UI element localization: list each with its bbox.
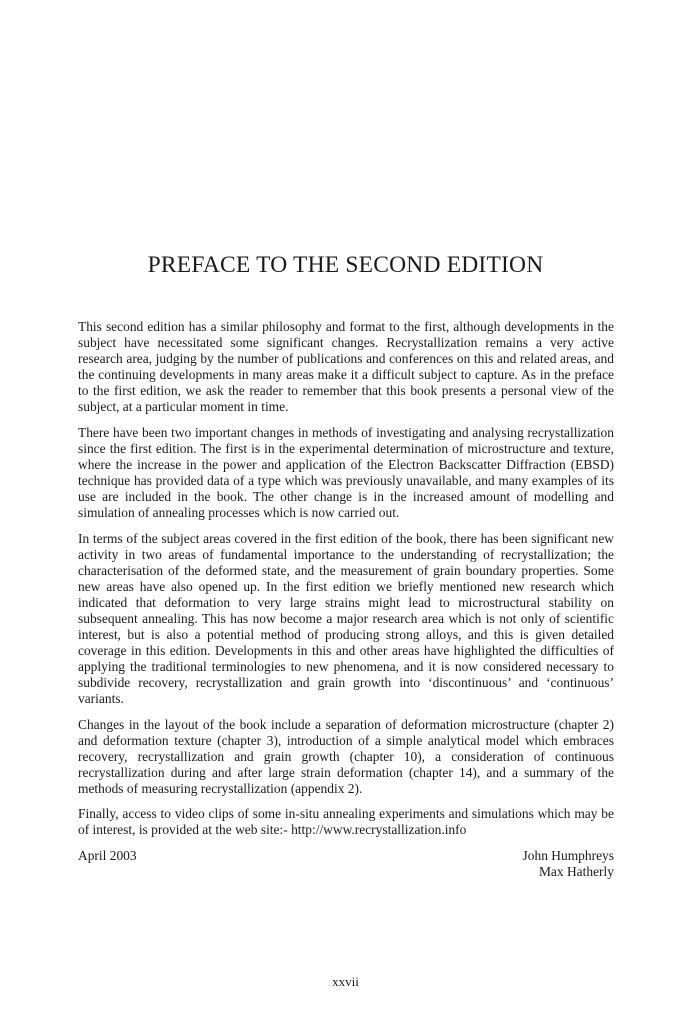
author-name: John Humphreys [522, 847, 614, 863]
preface-body [78, 319, 614, 880]
paragraph: This second edition has a similar philosophy and format to the first, although developments in the subject have necessitated some significant changes. Recrystallization remains a very active research area, judging by the number of publications and conferences on this and related areas, and the continuing developments in many areas make it a difficult subject to capture. As in the preface to the first edition, we ask the reader to remember that this book presents a personal view of the subject, at a particular moment in time. [78, 319, 614, 415]
paragraph: In terms of the subject areas covered in the first edition of the book, there has been significant new activity in two areas of fundamental importance to the understanding of recrystallization; the characterisation of the deformed state, and the measurement of grain boundary properties. Some new areas have also opened up. In the first edition we briefly mentioned new research which indicated that deformation to very large strains might lead to microstructural stability on subsequent annealing. This has now become a major research area which is not only of scientific interest, but is also a potential method of producing strong alloys, and this is given detailed coverage in this edition. Developments in this and other areas have highlighted the difficulties of applying the traditional terminologies to new phenomena, and it is now considered necessary to subdivide recovery, recrystallization and grain growth into ‘discontinuous’ and ‘continuous’ variants. [78, 530, 614, 707]
paragraph: There have been two important changes in methods of investigating and analysing recrystallization since the first edition. The first is in the experimental determination of microstructure and texture, where the increase in the power and application of the Electron Backscatter Diffraction (EBSD) technique has provided data of a type which was previously unavailable, and many examples of its use are included in the book. The other change is in the increased amount of modelling and simulation of annealing processes which is now carried out. [78, 424, 614, 521]
author-name: Max Hatherly [538, 863, 614, 879]
authors [523, 848, 614, 880]
paragraph: Changes in the layout of the book include a separation of deformation microstructure (chapter 2) and deformation texture (chapter 3), introduction of a simple analytical model which embraces recovery, recrystallization and grain growth (chapter 10), a consideration of continuous recrystallization during and after large strain deformation (chapter 14), and a summary of the methods of measuring recrystallization (appendix 2). [78, 716, 614, 796]
page-title: PREFACE TO THE SECOND EDITION [147, 252, 544, 278]
signoff [78, 848, 614, 880]
paragraph: Finally, access to video clips of some in-situ annealing experiments and simulations which may be of interest, is provided at the web site:- http://www.recrystallization.info [78, 806, 614, 838]
date: April 2003 [78, 847, 137, 863]
page-number: xxvii [332, 974, 359, 989]
